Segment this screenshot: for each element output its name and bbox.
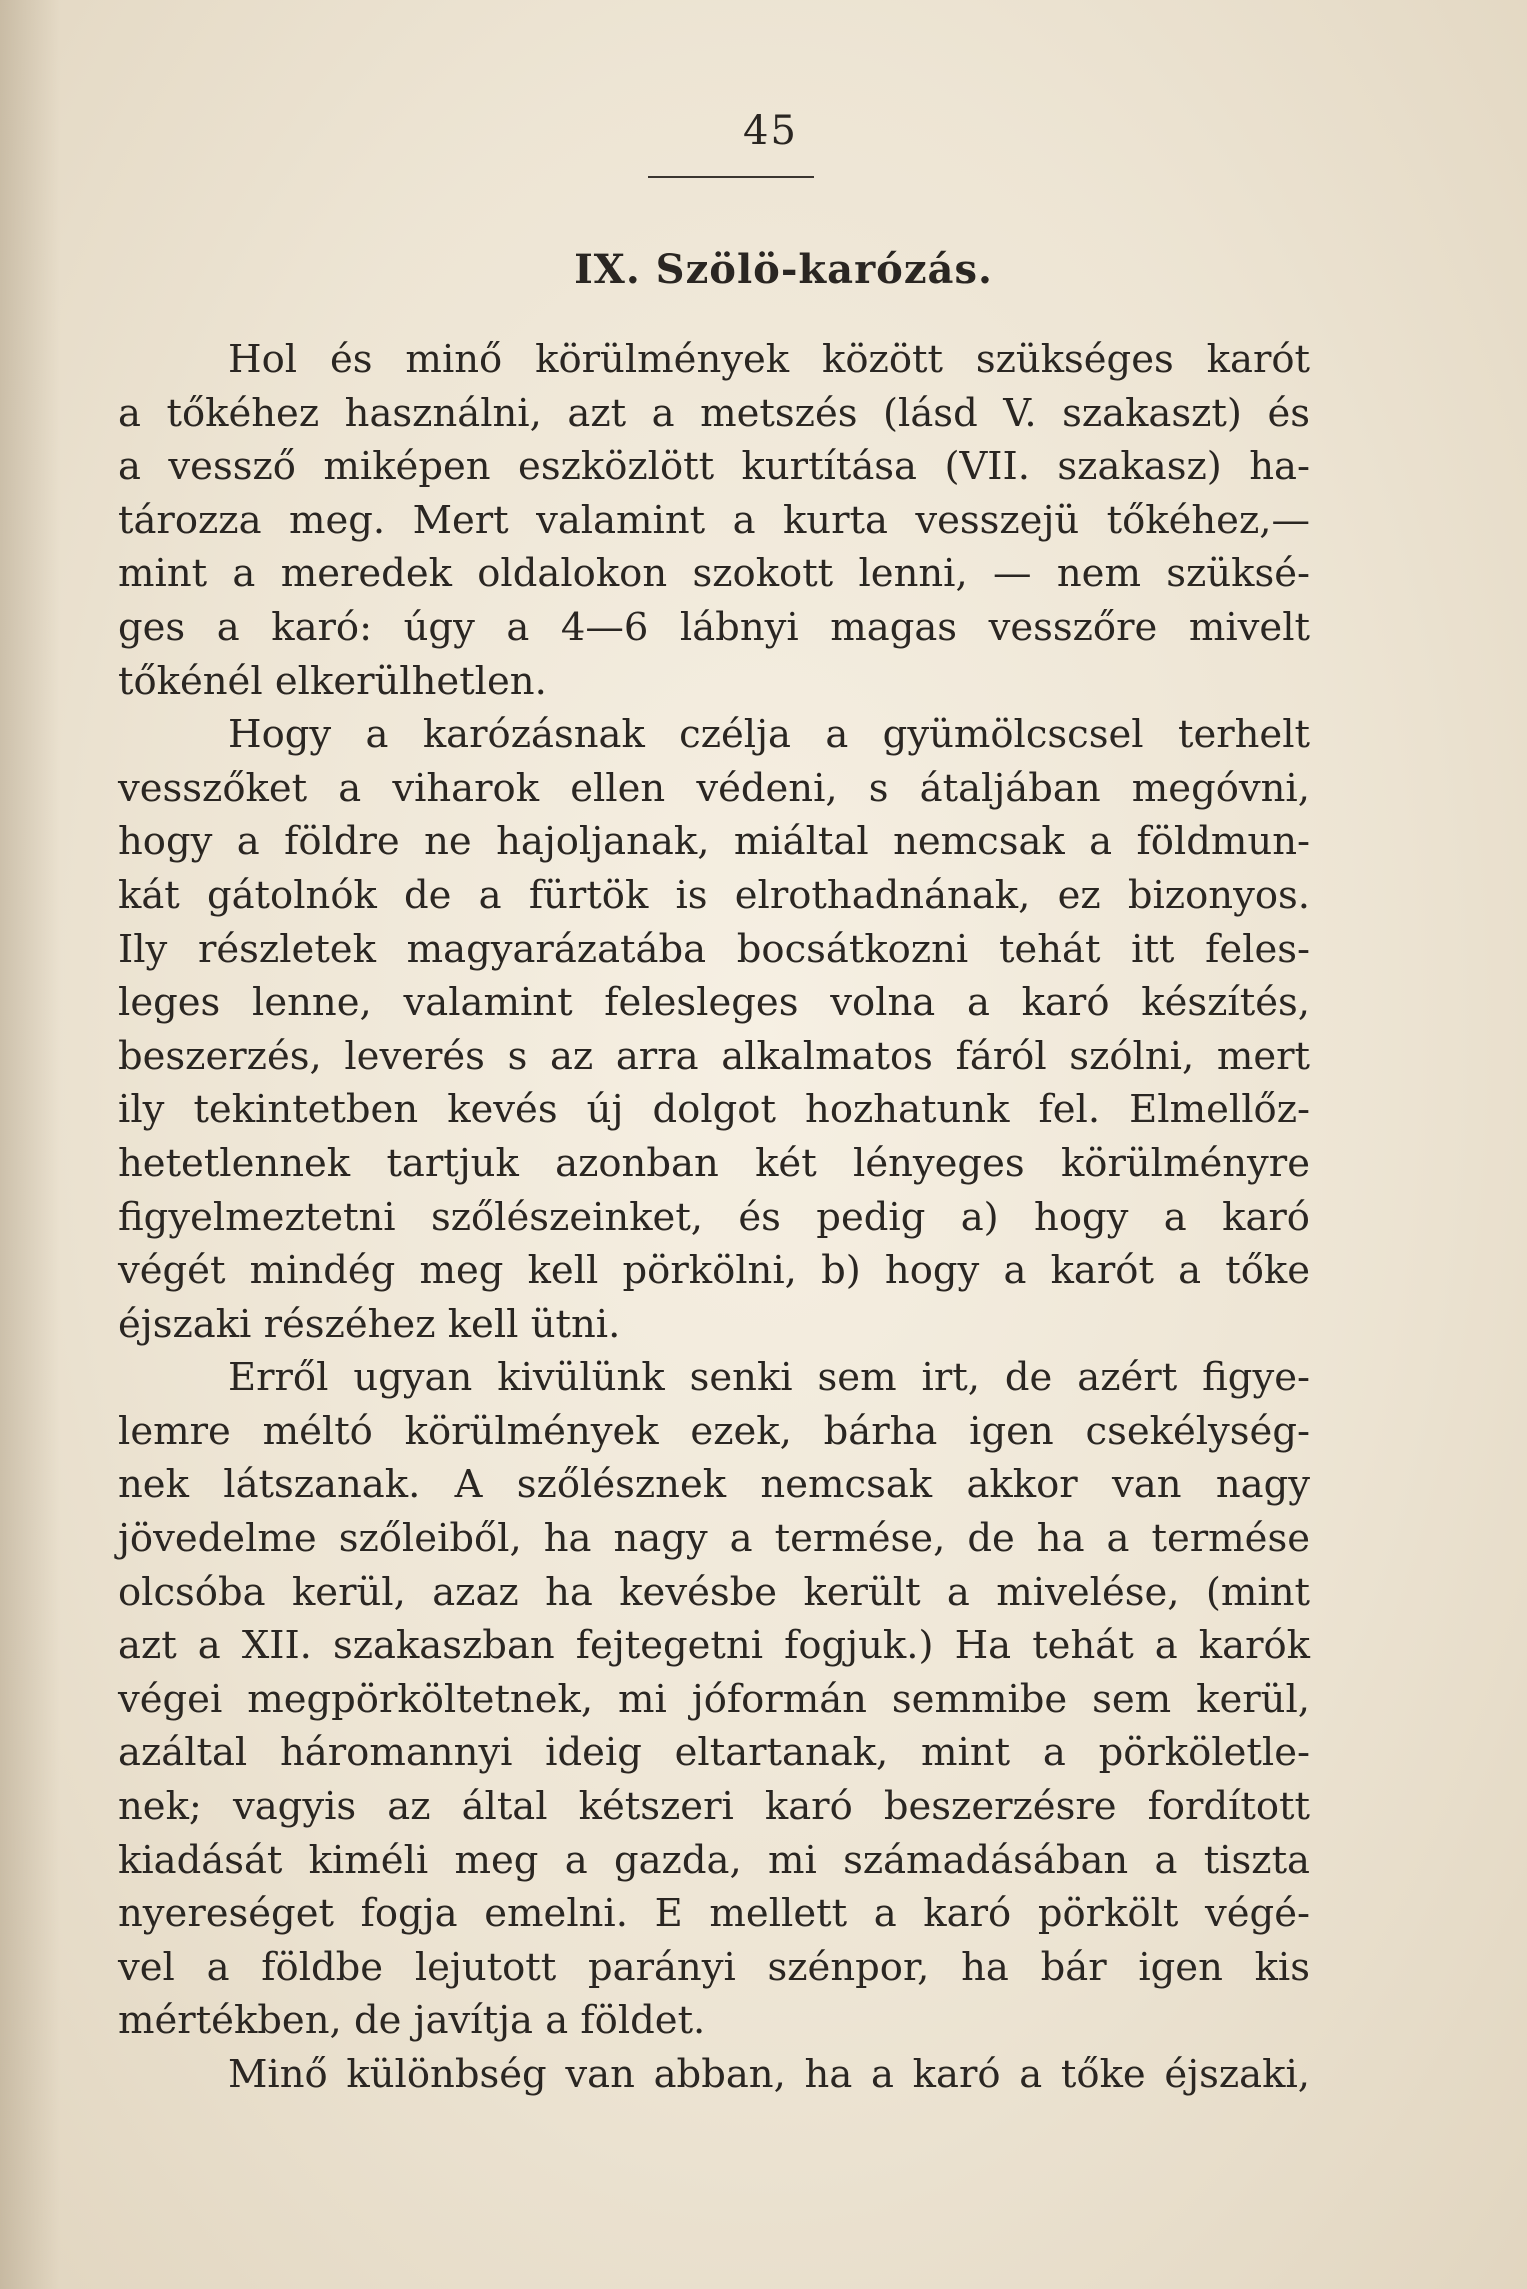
text-line: tározza meg. Mert valamint a kurta vesszejü tőkéhez,— xyxy=(118,497,1310,543)
text-line: kiadását kiméli meg a gazda, mi számadásában a tiszta xyxy=(118,1837,1310,1883)
text-line: a tőkéhez használni, azt a metszés (lásd V. szakaszt) és xyxy=(118,390,1310,436)
text-line: leges lenne, valamint felesleges volna a karó készítés, xyxy=(118,980,1310,1026)
text-line: ily tekintetben kevés új dolgot hozhatunk fel. Elmellőz- xyxy=(118,1087,1310,1133)
gutter-shadow xyxy=(0,0,60,2289)
text-line: Hogy a karózásnak czélja a gyümölcscsel terhelt xyxy=(228,712,1310,758)
text-line: mint a meredek oldalokon szokott lenni, — nem szüksé- xyxy=(118,551,1310,597)
text-line: Ily részletek magyarázatába bocsátkozni tehát itt feles- xyxy=(118,926,1310,972)
text-line: Hol és minő körülmények között szükséges karót xyxy=(228,337,1310,382)
text-line: tőkénél elkerülhetlen. xyxy=(118,658,547,704)
text-line: olcsóba kerül, azaz ha kevésbe került a mivelése, (mint xyxy=(118,1569,1310,1615)
text-line: éjszaki részéhez kell ütni. xyxy=(118,1301,621,1347)
text-line: nyereséget fogja emelni. E mellett a karó pörkölt végé- xyxy=(118,1891,1310,1937)
text-line: azt a XII. szakaszban fejtegetni fogjuk.) Ha tehát a karók xyxy=(118,1623,1310,1669)
page-number: 45 xyxy=(743,108,798,154)
page-number-rule xyxy=(648,176,814,178)
text-line: vel a földbe lejutott parányi szénpor, ha bár igen kis xyxy=(118,1944,1310,1990)
text-line: végei megpörköltetnek, mi jóformán semmibe sem kerül, xyxy=(118,1676,1310,1722)
text-line: beszerzés, leverés s az arra alkalmatos fáról szólni, mert xyxy=(118,1033,1310,1079)
text-line: jövedelme szőleiből, ha nagy a termése, de ha a termése xyxy=(118,1516,1310,1562)
chapter-title: IX. Szölö-karózás. xyxy=(574,246,993,293)
text-line: lemre méltó körülmények ezek, bárha igen csekélység- xyxy=(118,1408,1310,1454)
text-line: azáltal háromannyi ideig eltartanak, mint a pörköletle- xyxy=(118,1730,1310,1776)
text-line: nek; vagyis az által kétszeri karó beszerzésre fordított xyxy=(118,1784,1310,1830)
text-line: nek látszanak. A szőlésznek nemcsak akkor van nagy xyxy=(118,1462,1310,1508)
text-line: Erről ugyan kivülünk senki sem irt, de azért figye- xyxy=(228,1355,1310,1401)
text-line: mértékben, de javítja a földet. xyxy=(118,1998,706,2044)
text-line: hogy a földre ne hajoljanak, miáltal nemcsak a földmun- xyxy=(118,819,1310,865)
body-text xyxy=(118,333,1310,2102)
text-line: ges a karó: úgy a 4—6 lábnyi magas vesszőre mivelt xyxy=(118,604,1310,650)
text-line: a vessző miképen eszközlött kurtítása (VII. szakasz) ha- xyxy=(118,444,1310,490)
text-line: végét mindég meg kell pörkölni, b) hogy a karót a tőke xyxy=(118,1248,1310,1294)
text-line: figyelmeztetni szőlészeinket, és pedig a) hogy a karó xyxy=(118,1194,1310,1240)
text-line: Minő különbség van abban, ha a karó a tőke éjszaki, xyxy=(228,2052,1310,2097)
text-line: vesszőket a viharok ellen védeni, s átaljában megóvni, xyxy=(118,765,1310,811)
text-line: hetetlennek tartjuk azonban két lényeges körülményre xyxy=(118,1140,1310,1186)
text-line: kát gátolnók de a fürtök is elrothadnának, ez bizonyos. xyxy=(118,872,1310,918)
